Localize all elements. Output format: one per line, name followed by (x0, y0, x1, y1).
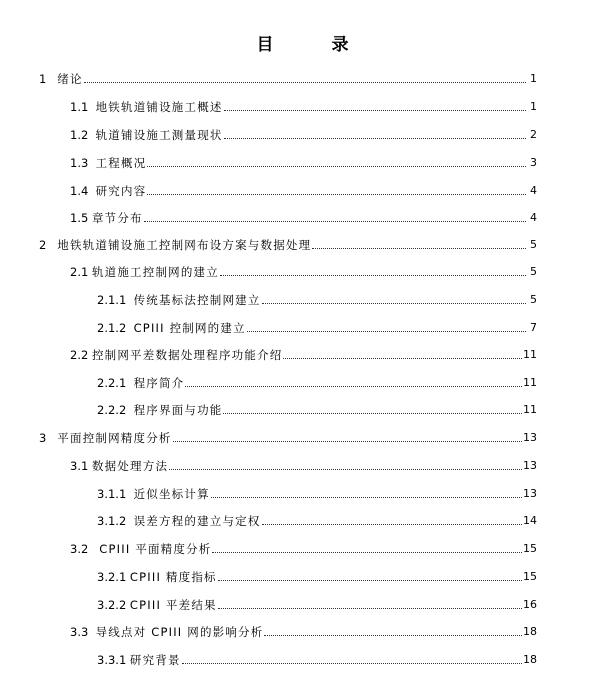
dot-leader (212, 552, 522, 553)
toc-entry-page: 2 (530, 128, 537, 141)
dot-leader (220, 275, 526, 276)
dot-leader (147, 194, 526, 195)
toc-entry[interactable] (0, 374, 605, 390)
toc-entry-label: 研究背景 (129, 653, 181, 667)
toc-entry[interactable] (0, 485, 605, 501)
dot-leader (283, 358, 522, 359)
toc-entry[interactable] (0, 236, 605, 252)
toc-entry-number: 3.1 (70, 459, 92, 473)
toc-entry[interactable] (0, 512, 605, 528)
toc-entry-page: 1 (530, 72, 537, 85)
toc-entry-page: 13 (523, 431, 537, 444)
toc-entry-label: 地铁轨道铺设施工控制网布设方案与数据处理 (57, 238, 312, 252)
dot-leader (262, 303, 526, 304)
toc-entry-page: 3 (530, 156, 537, 169)
dot-leader (218, 608, 522, 609)
toc-entry-label: 平面控制网精度分析 (57, 431, 172, 445)
toc-entry-number: 2.2.2 (97, 403, 134, 417)
toc-entry-page: 16 (523, 598, 537, 611)
dot-leader (84, 82, 526, 83)
toc-entry[interactable] (0, 346, 605, 362)
toc-entry-page: 11 (523, 376, 537, 389)
toc-entry-number: 2.1 (70, 265, 92, 279)
toc-entry-number: 1.3 (70, 156, 96, 170)
toc-entry-label: CPIII 平差结果 (129, 598, 217, 612)
toc-entry[interactable] (0, 401, 605, 417)
toc-entry-number: 2.1.2 (97, 321, 134, 335)
toc-entry[interactable] (0, 319, 605, 335)
toc-entry-label: 轨道铺设施工测量现状 (95, 128, 223, 142)
toc-entry-label: 轨道施工控制网的建立 (91, 265, 219, 279)
toc-entry-page: 4 (530, 211, 537, 224)
toc-entry-label: 传统基标法控制网建立 (133, 293, 261, 307)
toc-entry-number: 3.1.2 (97, 514, 134, 528)
toc-entry-number: 1.2 (70, 128, 96, 142)
toc-entry-number: 1 (39, 72, 58, 86)
dot-leader (218, 580, 522, 581)
toc-entry-page: 18 (523, 625, 537, 638)
toc-entry[interactable] (0, 182, 605, 198)
toc-entry[interactable] (0, 568, 605, 584)
toc-entry-label: 工程概况 (95, 156, 147, 170)
toc-entry-label: CPIII 精度指标 (129, 570, 217, 584)
toc-entry-page: 11 (523, 403, 537, 416)
toc-entry[interactable] (0, 70, 605, 86)
dot-leader (169, 469, 522, 470)
toc-entry-label: 近似坐标计算 (133, 487, 210, 501)
toc-entry-number: 3 (39, 431, 58, 445)
toc-entry-page: 5 (530, 238, 537, 251)
toc-entry-label: CPIII 控制网的建立 (133, 321, 246, 335)
dot-leader (185, 386, 522, 387)
dot-leader (144, 221, 526, 222)
dot-leader (173, 441, 522, 442)
toc-entry-page: 1 (530, 100, 537, 113)
toc-entry[interactable] (0, 209, 605, 225)
toc-entry-page: 15 (523, 570, 537, 583)
toc-entry-label: 导线点对 CPIII 网的影响分析 (95, 625, 264, 639)
toc-entry[interactable] (0, 263, 605, 279)
toc-entry-label: 地铁轨道铺设施工概述 (95, 100, 223, 114)
dot-leader (312, 248, 526, 249)
toc-entry-number: 2.2 (70, 348, 92, 362)
toc-entry-number: 1.1 (70, 100, 96, 114)
toc-entry[interactable] (0, 429, 605, 445)
toc-entry-page: 5 (530, 265, 537, 278)
page-title: 目 录 (256, 35, 375, 55)
dot-leader (147, 166, 526, 167)
toc-entry-page: 4 (530, 184, 537, 197)
toc-entry[interactable] (0, 126, 605, 142)
dot-leader (247, 331, 526, 332)
toc-entry-page: 13 (523, 459, 537, 472)
toc-entry-label: 数据处理方法 (91, 459, 169, 473)
toc-entry-number: 3.2.2 (97, 598, 130, 612)
toc-entry-label: 程序界面与功能 (133, 403, 223, 417)
toc-entry-page: 18 (523, 653, 537, 666)
toc-entry-number: 2 (39, 238, 58, 252)
toc-entry-page: 14 (523, 514, 537, 527)
toc-entry-number: 3.3 (70, 625, 96, 639)
dot-leader (224, 110, 526, 111)
toc-entry[interactable] (0, 596, 605, 612)
toc-entry-page: 11 (523, 348, 537, 361)
toc-entry[interactable] (0, 98, 605, 114)
toc-entry-number: 3.2.1 (97, 570, 130, 584)
toc-entry[interactable] (0, 623, 605, 639)
toc-entry-number: 3.1.1 (97, 487, 134, 501)
toc-entry-label: 控制网平差数据处理程序功能介绍 (91, 348, 283, 362)
toc-entry-label: 误差方程的建立与定权 (133, 514, 261, 528)
dot-leader (211, 497, 522, 498)
toc-entry-label: 绪论 (57, 72, 83, 86)
dot-leader (264, 635, 522, 636)
toc-entry-label: CPIII 平面精度分析 (99, 542, 212, 556)
toc-entry-number: 2.1.1 (97, 293, 134, 307)
dot-leader (262, 524, 522, 525)
toc-entry-label: 程序简介 (133, 376, 185, 390)
toc-entry[interactable] (0, 457, 605, 473)
dot-leader (223, 413, 522, 414)
toc-entry[interactable] (0, 154, 605, 170)
toc-entry-page: 13 (523, 487, 537, 500)
dot-leader (182, 663, 522, 664)
toc-entry[interactable] (0, 651, 605, 667)
toc-entry-number: 3.2 (70, 542, 100, 556)
toc-entry-number: 1.5 (70, 211, 92, 225)
toc-entry-page: 15 (523, 542, 537, 555)
dot-leader (224, 138, 526, 139)
toc-entry-number: 3.3.1 (97, 653, 130, 667)
toc-entry-page: 5 (530, 293, 537, 306)
toc-entry-number: 1.4 (70, 184, 96, 198)
toc-entry-number: 2.2.1 (97, 376, 134, 390)
toc-entry-page: 7 (530, 321, 537, 334)
toc-entry[interactable] (0, 291, 605, 307)
toc-entry-label: 研究内容 (95, 184, 147, 198)
toc-entry[interactable] (0, 540, 605, 556)
toc-entry-label: 章节分布 (91, 211, 143, 225)
